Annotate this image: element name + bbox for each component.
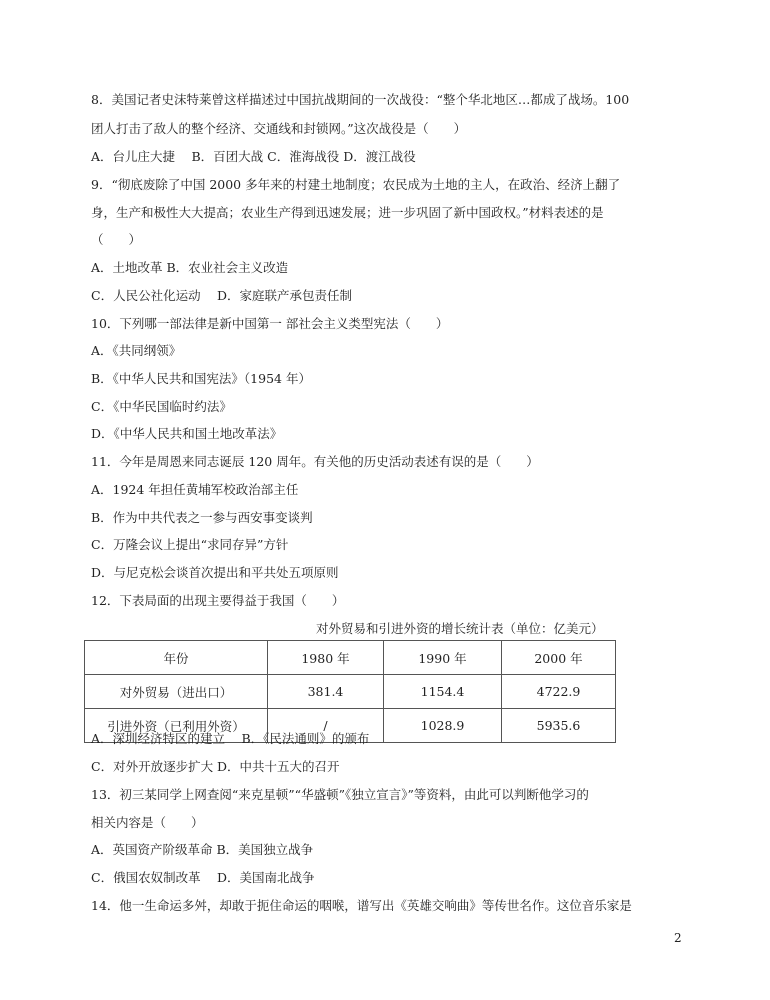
table-cell: 引进外资（已利用外资） — [85, 709, 268, 743]
table-cell: / — [268, 709, 384, 743]
q11-option-c: C．万隆会议上提出“求同存异”方针 — [91, 537, 289, 552]
table-header-cell: 1980 年 — [268, 641, 384, 675]
table-caption: 对外贸易和引进外资的增长统计表（单位：亿美元） — [316, 621, 604, 636]
q10-option-d: D．《中华人民共和国土地改革法》 — [91, 426, 283, 441]
q11-option-d: D．与尼克松会谈首次提出和平共处五项原则 — [91, 565, 339, 580]
q9-stem-line-1: 9．“彻底废除了中国 2000 多年来的村建土地制度；农民成为土地的主人，在政治、经济上翻了 — [91, 177, 621, 192]
trade-statistics-table — [84, 640, 616, 743]
table-cell: 5935.6 — [502, 709, 616, 743]
table-cell: 381.4 — [268, 675, 384, 709]
q10-option-c: C．《中华民国临时约法》 — [91, 399, 232, 414]
q11-stem: 11．今年是周恩来同志诞辰 120 周年。有关他的历史活动表述有误的是（ ） — [91, 454, 539, 469]
table-header-row — [85, 641, 616, 675]
q10-option-a: A．《共同纲领》 — [91, 343, 182, 358]
table-cell: 1028.9 — [384, 709, 502, 743]
table-header-cell: 年份 — [85, 641, 268, 675]
q9-stem-line-3: （ ） — [91, 232, 142, 247]
q10-option-b: B．《中华人民共和国宪法》（1954 年） — [91, 371, 311, 386]
q11-option-a: A．1924 年担任黄埔军校政治部主任 — [91, 482, 299, 497]
q13-options-cd: C．俄国农奴制改革 D．美国南北战争 — [91, 870, 315, 885]
q9-options-cd: C．人民公社化运动 D．家庭联产承包责任制 — [91, 288, 353, 303]
q13-stem-line-2: 相关内容是（ ） — [91, 815, 204, 830]
table-cell: 1154.4 — [384, 675, 502, 709]
table-row — [85, 675, 616, 709]
q11-option-b: B．作为中共代表之一参与西安事变谈判 — [91, 510, 313, 525]
table-cell: 4722.9 — [502, 675, 616, 709]
q9-stem-line-2: 身，生产和极性大大提高；农业生产得到迅速发展；进一步巩固了新中国政权。”材料表述的是 — [91, 205, 604, 220]
q14-stem: 14．他一生命运多舛，却敢于扼住命运的咽喉，谱写出《英雄交响曲》等传世名作。这位音乐家是 — [91, 898, 632, 913]
page-number: 2 — [674, 931, 682, 945]
q8-options: A．台儿庄大捷 B．百团大战 C．淮海战役 D．渡江战役 — [91, 149, 416, 164]
q8-stem-line-1: 8．美国记者史沫特莱曾这样描述过中国抗战期间的一次战役：“整个华北地区…都成了战场。100 — [91, 92, 630, 107]
q12-options-ab: A．深圳经济特区的建立 B．《民法通则》的颁布 — [91, 731, 370, 746]
q8-stem-line-2: 团人打击了敌人的整个经济、交通线和封锁网。”这次战役是（ ） — [91, 121, 467, 136]
q13-options-ab: A．英国资产阶级革命 B．美国独立战争 — [91, 842, 314, 857]
q12-stem: 12．下表局面的出现主要得益于我国（ ） — [91, 593, 345, 608]
q9-options-ab: A．土地改革 B．农业社会主义改造 — [91, 260, 289, 275]
q12-options-cd: C．对外开放逐步扩大 D．中共十五大的召开 — [91, 759, 340, 774]
table-header-cell: 2000 年 — [502, 641, 616, 675]
q13-stem-line-1: 13．初三某同学上网查阅“来克星顿”“华盛顿”《独立宣言》”等资料，由此可以判断他学习的 — [91, 787, 589, 802]
table-header-cell: 1990 年 — [384, 641, 502, 675]
q10-stem: 10．下列哪一部法律是新中国第一 部社会主义类型宪法（ ） — [91, 316, 449, 331]
table-cell: 对外贸易（进出口） — [85, 675, 268, 709]
